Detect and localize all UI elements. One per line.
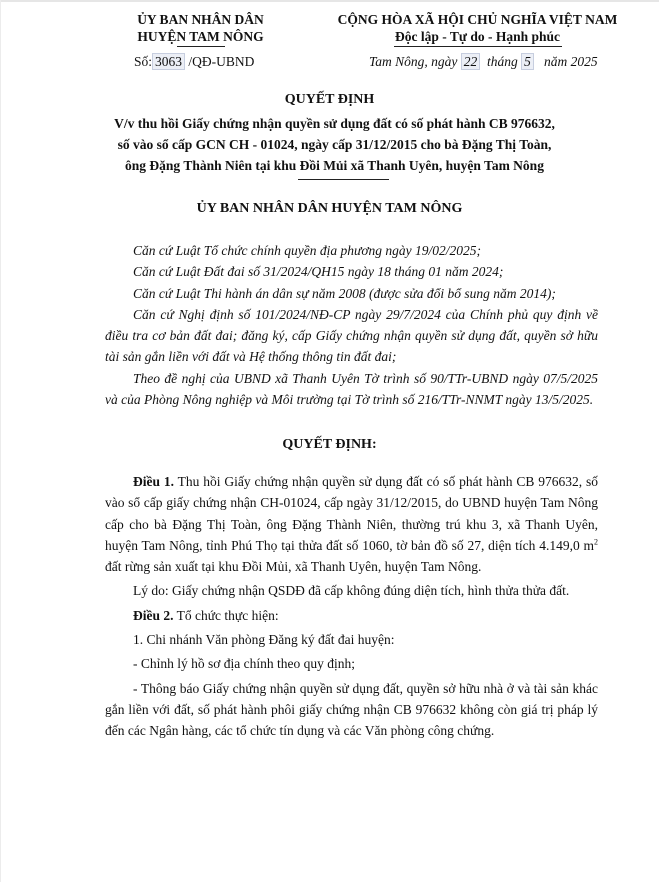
article-2-bullet: - Chỉnh lý hồ sơ địa chính theo quy định;: [133, 656, 355, 672]
nation-line-1: CỘNG HÒA XÃ HỘI CHỦ NGHĨA VIỆT NAM: [337, 12, 618, 27]
document-date: [369, 53, 598, 70]
article-2-label: Điều 2.: [133, 607, 174, 623]
basis-item: Căn cứ Luật Tổ chức chính quyền địa phương ngày 19/02/2025;: [133, 243, 482, 258]
article-1-label: Điều 1.: [133, 474, 175, 489]
agency-line-2: HUYỆN TAM NÔNG: [137, 29, 264, 44]
document-title: QUYẾT ĐỊNH: [284, 92, 375, 107]
decision-body: [105, 471, 598, 745]
agency-header: [103, 11, 298, 47]
agency-underline: [177, 46, 225, 47]
article-1: [105, 471, 598, 577]
month-label: tháng: [487, 54, 518, 69]
article-2-item-1: 1. Chi nhánh Văn phòng Đăng ký đất đai huyện:: [133, 632, 395, 648]
issuing-authority: ỦY BAN NHÂN DÂN HUYỆN TAM NÔNG: [196, 201, 463, 216]
month-field[interactable]: 5: [521, 53, 534, 70]
year-label: năm 2025: [544, 54, 598, 69]
basis-item: Căn cứ Nghị định số 101/2024/NĐ-CP ngày 29/7/2024 của Chính phủ quy định về điều tra cơ bản đất đai; đăng ký, cấp Giấy chứng nhận quyền sử dụng đất, quyền sở hữu tài sản gắn liền với đất và Hệ thống thông tin đất đai;: [105, 306, 598, 365]
legal-basis: [105, 240, 598, 410]
subject-underline: [298, 179, 389, 180]
basis-item: Theo đề nghị của UBND xã Thanh Uyên Tờ trình số 90/TTr-UBND ngày 07/5/2025 và của Phòng Nông nghiệp và Môi trường tại Tờ trình số 216/TTr-NNMT ngày 13/5/2025.: [105, 370, 598, 408]
article-2-text: Tổ chức thực hiện:: [173, 607, 279, 623]
article-2-bullet: - Thông báo Giấy chứng nhận quyền sử dụng đất, quyền sở hữu nhà ở và tài sản khác gắn liền với đất, số phát hành phôi giấy chứng nhận CB 976632 không còn giá trị pháp lý đến các Ngân hàng, các tổ chức tín dụng và các Văn phòng công chứng.: [105, 680, 598, 739]
subject-line-3: ông Đặng Thành Niên tại khu Đồi Mủi xã Thanh Uyên, huyện Tam Nông: [125, 158, 544, 173]
national-header: [305, 11, 650, 47]
article-1-text: Thu hồi Giấy chứng nhận quyền sử dụng đất có số phát hành CB 976632, số vào sổ cấp giấy chứng nhận CH-01024, cấp ngày 31/12/2015, do UBND huyện Tam Nông cấp cho bà Đặng Thị Toàn, ông Đặng Thành Niên, thường trú khu 3, xã Thanh Uyên, huyện Tam Nông, tỉnh Phú Thọ tại thửa đất số 1060, tờ bản đồ số 27, diện tích 4.149,0 m: [105, 474, 599, 553]
article-1-text-end: đất rừng sản xuất tại khu Đồi Mủi, xã Thanh Uyên, huyện Tam Nông.: [105, 559, 482, 575]
subject-line-2: số vào sổ cấp GCN CH - 01024, ngày cấp 31/12/2015 cho bà Đặng Thị Toàn,: [117, 137, 552, 152]
decision-heading: QUYẾT ĐỊNH:: [282, 437, 377, 452]
document-number-suffix: /QĐ-UBND: [188, 54, 255, 69]
subject-line-1: V/v thu hồi Giấy chứng nhận quyền sử dụng đất có số phát hành CB 976632,: [114, 116, 555, 131]
day-field[interactable]: 22: [461, 53, 481, 70]
document-number-field[interactable]: 3063: [152, 53, 185, 70]
document-number: [134, 53, 254, 70]
document-subject: [60, 113, 609, 176]
basis-item: Căn cứ Luật Thi hành án dân sự năm 2008 (được sửa đổi bổ sung năm 2014);: [133, 285, 556, 301]
nation-line-2: Độc lập - Tự do - Hạnh phúc: [394, 29, 561, 44]
basis-item: Căn cứ Luật Đất đai số 31/2024/QH15 ngày 18 tháng 01 năm 2024;: [133, 264, 504, 280]
place-label: Tam Nông, ngày: [369, 54, 458, 69]
article-1-reason: Lý do: Giấy chứng nhận QSDĐ đã cấp không đúng diện tích, hình thửa thửa đất.: [133, 583, 570, 599]
agency-line-1: ỦY BAN NHÂN DÂN: [137, 12, 264, 27]
page-border-top: [0, 0, 659, 2]
area-unit-superscript: 2: [594, 537, 598, 547]
article-2: [105, 605, 598, 626]
motto-underline: [394, 46, 562, 47]
document-number-prefix: Số:: [134, 54, 153, 69]
